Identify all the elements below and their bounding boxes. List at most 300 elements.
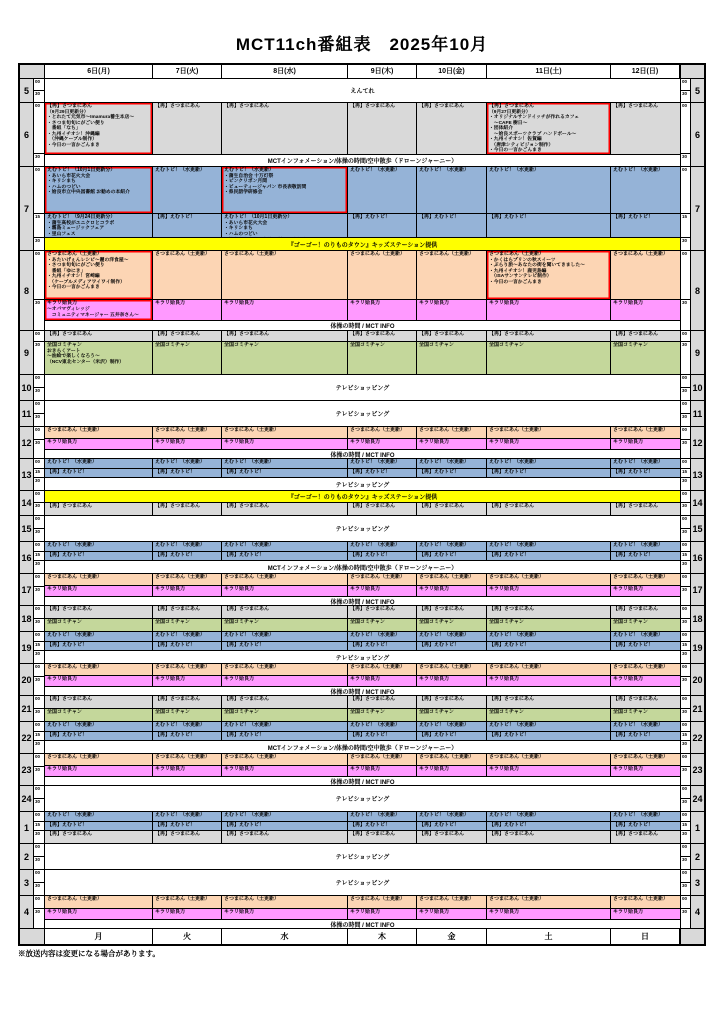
span-cell: 『ゴーゴー！のりものタウン』キッズステーション提供 (45, 491, 680, 502)
program-cell: えむトビ！（水更新） (348, 542, 417, 551)
program-cell: 全国コミチャン (417, 342, 487, 374)
schedule-row (45, 732, 680, 742)
minute-label: 00 (34, 459, 44, 469)
minute-label: 30 (35, 586, 41, 592)
program-cell: 【再】えむトビ！ (487, 642, 611, 651)
program-cell: 全国コミチャン (348, 619, 417, 631)
schedule-row (45, 741, 680, 753)
program-cell: 【再】さつまにあん (487, 503, 611, 515)
program-cell: 全国コミチャン (417, 709, 487, 721)
program-cell: さつまにあん（土更新） (45, 427, 153, 438)
minute-column (680, 870, 690, 895)
program-cell: えむトビ！（水更新） (611, 459, 680, 468)
schedule-table (18, 63, 706, 946)
minute-label: 30 (682, 651, 688, 657)
span-cell: 体操の時間 / MCT INFO (45, 687, 680, 695)
minute-column (34, 401, 45, 426)
program-cell: キラリ姶良力 (45, 439, 153, 449)
minute-column (680, 896, 690, 928)
minute-column (680, 812, 690, 843)
schedule-row (45, 542, 680, 552)
minute-label: 00 (681, 754, 690, 767)
minute-label: 00 (34, 632, 44, 642)
span-cell: テレビショッピング (45, 844, 680, 869)
minute-column (680, 491, 690, 515)
program-cell: えむトビ！（水更新） (487, 167, 611, 213)
minute-label: 30 (35, 708, 41, 714)
program-cell: さつまにあん（土更新） (45, 754, 153, 765)
program-text-line: 【再】さつまにあん (47, 103, 93, 109)
hour-label: 2 (690, 844, 704, 869)
minute-label: 30 (35, 676, 41, 682)
program-cell: キラリ姶良力 (348, 300, 417, 320)
minute-label: 00 (681, 516, 690, 529)
program-cell: えむトビ！（水更新） (611, 722, 680, 731)
schedule-row (45, 586, 680, 597)
minute-label: 00 (681, 331, 690, 342)
program-cell: 全国コミチャン (348, 342, 417, 374)
minute-label: 30 (35, 766, 41, 772)
program-text-line: 番組「ゆにき」 (47, 268, 86, 274)
hour-rows (45, 251, 680, 330)
minute-label: 00 (34, 722, 44, 732)
program-cell: 【再】さつまにあん (222, 606, 348, 618)
minute-label: 30 (35, 387, 41, 393)
schedule-row (45, 321, 680, 330)
hour-rows (45, 664, 680, 695)
program-cell: 全国コミチャン (153, 709, 222, 721)
program-text-line: ・姶良市立中央図書館 お勧めの本紹介 (47, 190, 130, 196)
program-cell: 【再】さつまにあん (348, 831, 417, 843)
schedule-row (45, 676, 680, 687)
minute-label: 00 (681, 459, 690, 469)
minute-label: 00 (681, 844, 690, 857)
minute-label: 30 (682, 300, 688, 306)
program-cell (45, 342, 153, 374)
program-cell: 【再】さつまにあん (153, 696, 222, 708)
schedule-row (45, 552, 680, 562)
program-cell: 【再】さつまにあん (611, 696, 680, 708)
program-cell: さつまにあん（土更新） (611, 896, 680, 908)
hour-block (20, 722, 704, 754)
minute-column (34, 896, 45, 928)
program-cell: 【再】えむトビ！ (417, 732, 487, 741)
program-cell: さつまにあん（土更新） (153, 427, 222, 438)
program-cell: 【再】えむトビ！ (611, 822, 680, 831)
program-cell: えむトビ！（水更新） (487, 542, 611, 551)
schedule-row (45, 427, 680, 439)
program-cell: 【再】さつまにあん (611, 103, 680, 154)
schedule-row (45, 651, 680, 663)
program-cell: さつまにあん（土更新） (348, 574, 417, 585)
minute-label: 00 (681, 167, 690, 214)
hour-label: 24 (690, 786, 704, 811)
minute-label: 30 (682, 798, 688, 804)
program-text-line: 〜オバマヴィレッジ (47, 307, 90, 313)
minute-label: 30 (682, 387, 688, 393)
program-cell: 【再】さつまにあん (487, 331, 611, 341)
schedule-row (45, 844, 680, 869)
minute-label: 00 (34, 427, 44, 440)
program-text-line: えむトビ！（水更新） (224, 167, 275, 173)
hour-block (20, 786, 704, 812)
program-text-line: 番組「なち」 (47, 126, 81, 132)
program-text-line: ・今日の一言かごんまき (489, 279, 542, 285)
minute-label: 00 (34, 516, 44, 529)
program-cell: 全国コミチャン (222, 342, 348, 374)
footer-day-cell: 火 (153, 929, 222, 944)
program-cell: えむトビ！（水更新） (348, 632, 417, 641)
hour-label: 9 (690, 331, 704, 374)
hour-rows (45, 79, 680, 102)
program-cell: キラリ姶良力 (611, 300, 680, 320)
program-cell: 【再】えむトビ！ (153, 822, 222, 831)
hour-block (20, 79, 704, 103)
minute-label: 30 (35, 909, 41, 914)
program-cell (45, 167, 153, 213)
program-cell: 【再】さつまにあん (348, 103, 417, 154)
schedule-row (45, 597, 680, 605)
program-text-line: ・霧島ミュージックフェア (47, 226, 105, 232)
hour-label: 15 (20, 516, 34, 541)
program-cell: キラリ姶良力 (611, 676, 680, 686)
minute-label: 30 (35, 439, 41, 445)
program-cell (487, 251, 611, 299)
span-cell: MCTインフォメーション/体操の時間/空中散歩（ドローンジャーニー） (45, 561, 680, 573)
program-cell (45, 251, 153, 299)
minute-label: 00 (34, 696, 44, 709)
header-day-cell: 7日(火) (153, 65, 222, 78)
program-text-line: ・あいら市花火大会 (47, 173, 91, 179)
hour-label: 22 (20, 722, 34, 753)
footer-day-cell: 金 (417, 929, 487, 944)
program-cell: えむトビ！（水更新） (417, 812, 487, 821)
minute-column (34, 664, 45, 695)
program-cell: 【再】さつまにあん (611, 331, 680, 341)
hour-label: 14 (690, 491, 704, 515)
header-day-cell: 10日(金) (417, 65, 487, 78)
program-cell: キラリ姶良力 (417, 586, 487, 596)
program-cell: えむトビ！（水更新） (45, 722, 153, 731)
program-cell: 【再】さつまにあん (487, 696, 611, 708)
minute-column (680, 632, 690, 663)
program-cell: えむトビ！（水更新） (222, 632, 348, 641)
hour-rows (45, 632, 680, 663)
program-cell: さつまにあん（土更新） (45, 896, 153, 908)
program-cell: 【再】さつまにあん (348, 503, 417, 515)
minute-column (680, 786, 690, 811)
schedule-row (45, 896, 680, 909)
minute-label: 00 (681, 786, 690, 799)
minute-label: 00 (681, 632, 690, 642)
hour-block (20, 542, 704, 574)
minute-label: 30 (35, 154, 41, 160)
span-cell: 体操の時間 / MCT INFO (45, 597, 680, 605)
schedule-row (45, 331, 680, 342)
minute-column (680, 722, 690, 753)
minute-label: 15 (34, 552, 44, 562)
program-cell: キラリ姶良力 (487, 909, 611, 919)
program-cell: 【再】えむトビ！ (222, 552, 348, 561)
schedule-row (45, 478, 680, 490)
hour-rows (45, 606, 680, 631)
minute-label: 30 (35, 502, 41, 508)
minute-column (680, 167, 690, 250)
schedule-row (45, 238, 680, 250)
hour-label: 3 (20, 870, 34, 895)
hour-rows (45, 491, 680, 515)
schedule-row (45, 401, 680, 426)
program-cell: 【再】えむトビ！ (611, 214, 680, 237)
minute-label: 00 (681, 401, 690, 414)
program-text-line: えむトビ！（10月1日更新分） (47, 167, 116, 173)
program-text-line: キラリ姶良力 (47, 300, 78, 307)
schedule-row (45, 439, 680, 450)
program-cell: 【再】さつまにあん (153, 503, 222, 515)
program-cell: 【再】えむトビ！ (611, 469, 680, 478)
minute-label: 30 (682, 618, 688, 624)
program-text-line: さつまにあん（土更新） (47, 251, 103, 257)
program-text-line: 【再】さつまにあん (489, 103, 535, 109)
program-cell: キラリ姶良力 (417, 676, 487, 686)
program-cell: さつまにあん（土更新） (348, 754, 417, 765)
hour-label: 17 (690, 574, 704, 605)
hour-label: 4 (690, 896, 704, 928)
hour-block (20, 754, 704, 786)
footer-day-cell: 木 (348, 929, 417, 944)
schedule-row (45, 214, 680, 238)
program-cell: キラリ姶良力 (348, 586, 417, 596)
program-cell: 全国コミチャン (348, 709, 417, 721)
minute-column (680, 664, 690, 695)
minute-label: 30 (35, 90, 41, 96)
minute-label: 00 (34, 786, 44, 799)
minute-column (34, 722, 45, 753)
minute-column (34, 754, 45, 785)
program-cell: さつまにあん（土更新） (348, 896, 417, 908)
program-cell: えむトビ！（水更新） (222, 812, 348, 821)
minute-label: 00 (34, 542, 44, 552)
header-day-cell: 6日(月) (45, 65, 153, 78)
program-cell: えむトビ！（水更新） (487, 632, 611, 641)
minute-label: 00 (681, 427, 690, 440)
program-text-line: 全国コミチャン (47, 341, 82, 348)
program-text-line: ・今日の一言かごんまき (489, 148, 542, 154)
minute-column (34, 331, 45, 374)
minute-column (680, 401, 690, 426)
header-day-cell: 12日(日) (611, 65, 680, 78)
minute-label: 00 (34, 167, 44, 214)
program-cell: 【再】さつまにあん (222, 331, 348, 341)
span-cell: テレビショッピング (45, 786, 680, 811)
hour-block (20, 167, 704, 251)
hour-label: 10 (690, 375, 704, 400)
program-cell: 【再】えむトビ！ (417, 822, 487, 831)
program-text-line: ・県民語学研修会 (224, 190, 263, 196)
program-cell: キラリ姶良力 (348, 909, 417, 919)
program-cell: 全国コミチャン (487, 342, 611, 374)
program-cell: えむトビ！（水更新） (348, 167, 417, 213)
hour-label: 4 (20, 896, 34, 928)
minute-column (680, 427, 690, 458)
program-cell: キラリ姶良力 (417, 766, 487, 776)
program-cell: キラリ姶良力 (611, 766, 680, 776)
program-cell: さつまにあん（土更新） (417, 427, 487, 438)
minute-label: 30 (682, 882, 688, 888)
minute-label: 00 (34, 574, 44, 587)
schedule-row (45, 375, 680, 400)
program-cell: 【再】さつまにあん (153, 606, 222, 618)
program-cell: さつまにあん（土更新） (153, 251, 222, 299)
program-cell: 【再】さつまにあん (417, 503, 487, 515)
program-cell: 【再】えむトビ！ (611, 552, 680, 561)
minute-column (680, 331, 690, 374)
program-cell: さつまにあん（土更新） (153, 896, 222, 908)
program-text-line: ・九州イチオシ！佐賀編 (489, 137, 542, 143)
program-cell: キラリ姶良力 (611, 909, 680, 919)
minute-column (680, 516, 690, 541)
hour-block (20, 251, 704, 331)
schedule-row (45, 709, 680, 721)
program-cell: キラリ姶良力 (417, 439, 487, 449)
minute-label: 15 (681, 214, 690, 238)
schedule-row (45, 687, 680, 695)
program-cell: キラリ姶良力 (153, 586, 222, 596)
program-cell: 【再】さつまにあん (348, 331, 417, 341)
program-cell: 【再】えむトビ！ (45, 552, 153, 561)
program-cell: えむトビ！（水更新） (487, 459, 611, 468)
hour-label: 18 (20, 606, 34, 631)
minute-label: 00 (34, 896, 44, 909)
program-cell: 全国コミチャン (222, 619, 348, 631)
program-cell: キラリ姶良力 (222, 676, 348, 686)
hour-label: 19 (20, 632, 34, 663)
minute-column (34, 574, 45, 605)
program-cell: 【再】えむトビ！ (45, 469, 153, 478)
program-text-line: ・蒲生高校がユニクロとコラボ (47, 220, 115, 226)
minute-column (680, 696, 690, 721)
hour-label: 19 (690, 632, 704, 663)
minute-label: 00 (681, 574, 690, 587)
minute-label: 30 (35, 561, 41, 567)
hour-block (20, 459, 704, 491)
program-text-line: ・さつま旬旬にがごい便り (47, 120, 105, 126)
schedule-row (45, 79, 680, 102)
minute-label: 30 (35, 300, 41, 306)
minute-column (680, 754, 690, 785)
minute-column (680, 574, 690, 605)
schedule-row (45, 754, 680, 766)
hour-rows (45, 754, 680, 785)
program-cell: 【再】えむトビ！ (417, 214, 487, 237)
program-cell: えむトビ！（水更新） (222, 722, 348, 731)
program-cell: さつまにあん（土更新） (153, 754, 222, 765)
program-cell: さつまにあん（土更新） (45, 664, 153, 675)
schedule-row (45, 664, 680, 676)
program-cell: えむトビ！（水更新） (611, 167, 680, 213)
schedule-row (45, 342, 680, 374)
program-text-line: ・オリジナルサンドイッチが作れるカフェ (489, 115, 580, 121)
hour-label: 20 (20, 664, 34, 695)
schedule-row (45, 619, 680, 631)
program-cell: さつまにあん（土更新） (348, 251, 417, 299)
corner-cell (20, 929, 45, 944)
minute-label: 30 (35, 798, 41, 804)
minute-label: 00 (34, 491, 44, 503)
hour-block (20, 812, 704, 844)
program-cell: キラリ姶良力 (417, 909, 487, 919)
span-cell: えんてれ (45, 79, 680, 102)
schedule-row (45, 909, 680, 920)
minute-label: 30 (682, 439, 688, 445)
hour-label: 1 (690, 812, 704, 843)
program-text-line: えむトビ！（9月24日更新分） (47, 214, 116, 221)
hour-block (20, 844, 704, 870)
program-text-line: さつまにあん（土更新） (489, 251, 545, 257)
hour-label: 2 (20, 844, 34, 869)
minute-label: 30 (35, 651, 41, 657)
program-cell: 【再】さつまにあん (45, 331, 153, 341)
program-cell: キラリ姶良力 (487, 439, 611, 449)
minute-label: 30 (35, 741, 41, 747)
minute-label: 00 (34, 664, 44, 677)
minute-column (680, 844, 690, 869)
program-cell: 全国コミチャン (222, 709, 348, 721)
schedule-row (45, 516, 680, 541)
program-text-line: 〜油絵で楽しくなろう〜 (47, 354, 100, 360)
program-cell: さつまにあん（土更新） (487, 896, 611, 908)
page-title: MCT11ch番組表 2025年10月 (235, 35, 489, 54)
hour-label: 1 (20, 812, 34, 843)
program-cell: キラリ姶良力 (222, 766, 348, 776)
program-text-line: （沖縄ケーブル制作） (47, 137, 97, 143)
program-cell: 【再】えむトビ！ (348, 822, 417, 831)
hour-label: 12 (20, 427, 34, 458)
hour-label: 7 (20, 167, 34, 250)
program-cell: 【再】えむトビ！ (45, 732, 153, 741)
hour-rows (45, 375, 680, 400)
program-cell: えむトビ！（水更新） (153, 812, 222, 821)
span-cell: テレビショッピング (45, 478, 680, 490)
schedule-row (45, 300, 680, 321)
minute-label: 15 (681, 469, 690, 479)
program-cell: 【再】えむトビ！ (417, 642, 487, 651)
minute-label: 30 (682, 90, 688, 96)
hour-label: 11 (690, 401, 704, 426)
program-cell: 【再】えむトビ！ (487, 552, 611, 561)
program-cell: キラリ姶良力 (45, 676, 153, 686)
hour-rows (45, 542, 680, 573)
program-cell: えむトビ！（水更新） (153, 167, 222, 213)
minute-column (34, 375, 45, 400)
hour-label: 21 (690, 696, 704, 721)
schedule-body (20, 79, 704, 928)
program-cell: えむトビ！（水更新） (45, 812, 153, 821)
program-cell: キラリ姶良力 (45, 909, 153, 919)
program-text-line: ・キリシまち (47, 179, 76, 185)
hour-block (20, 896, 704, 928)
program-cell: 【再】さつまにあん (153, 831, 222, 843)
hour-label: 13 (690, 459, 704, 490)
hour-label: 6 (690, 103, 704, 166)
corner-cell (20, 65, 45, 78)
minute-label: 30 (682, 502, 688, 508)
hour-block (20, 664, 704, 696)
hour-block (20, 696, 704, 722)
minute-label: 30 (35, 618, 41, 624)
schedule-row (45, 812, 680, 822)
program-cell: 【再】えむトビ！ (348, 642, 417, 651)
